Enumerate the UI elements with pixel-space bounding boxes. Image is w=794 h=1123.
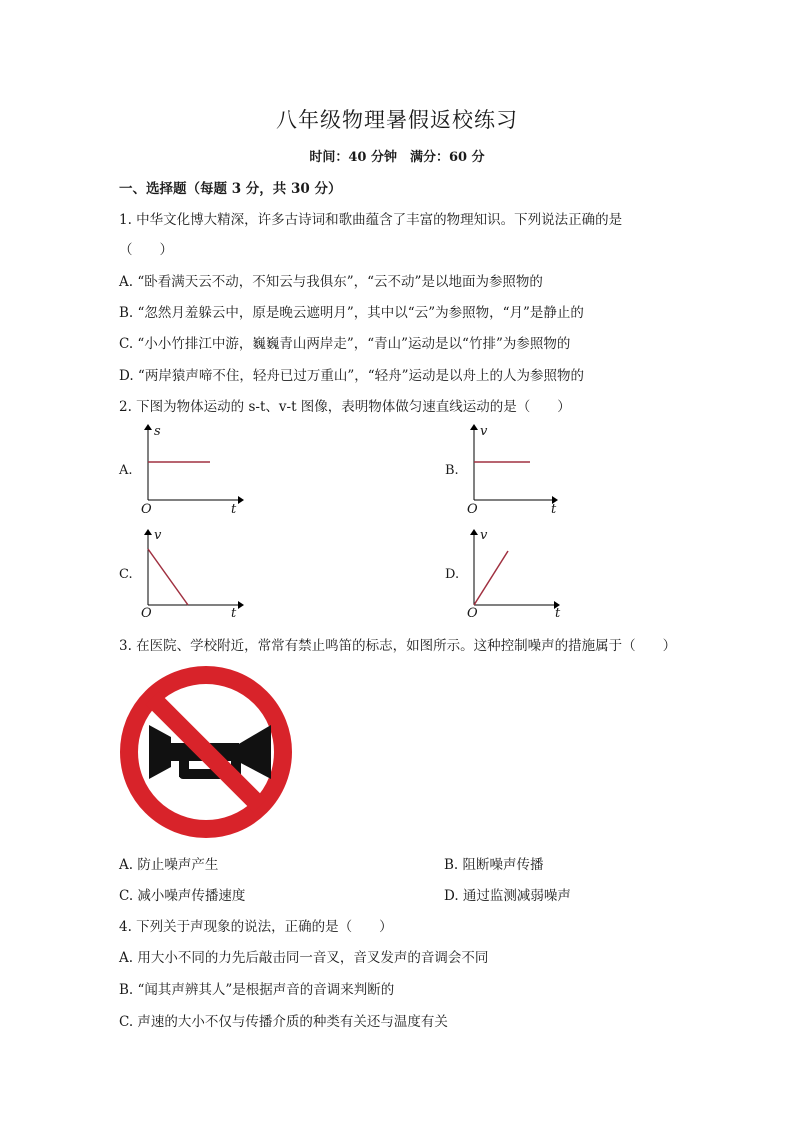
graph-a-origin: O — [141, 502, 152, 517]
graph-b-label: B. — [445, 463, 459, 478]
question-4-stem: 4. 下列关于声现象的说法，正确的是（ ） — [119, 919, 393, 935]
question-1-stem: 1. 中华文化博大精深，许多古诗词和歌曲蕴含了丰富的物理知识。下列说法正确的是 — [119, 212, 623, 228]
graph-b-x-axis: t — [551, 502, 557, 517]
no-horn-sign-icon — [119, 665, 293, 843]
question-3-stem: 3. 在医院、学校附近，常常有禁止鸣笛的标志，如图所示。这种控制噪声的措施属于（ ） — [119, 638, 677, 654]
graph-c-line — [148, 549, 188, 605]
graph-d-y-axis: v — [480, 528, 488, 543]
question-1-option-c: C. “小小竹排江中游，巍巍青山两岸走”，“青山”运动是以“竹排”为参照物的 — [119, 336, 571, 352]
graph-d-label: D. — [445, 567, 460, 582]
question-3-option-b: B. 阻断噪声传播 — [444, 857, 544, 873]
graph-d-line — [474, 551, 508, 605]
graph-c-y-axis: v — [154, 528, 162, 543]
graph-d-x-axis: t — [555, 606, 561, 621]
graph-a-label: A. — [119, 463, 133, 478]
question-4-option-b: B. “闻其声辨其人”是根据声音的音调来判断的 — [119, 982, 395, 998]
graph-c-x-axis: t — [231, 606, 237, 621]
graph-c — [136, 527, 246, 631]
question-4-option-c: C. 声速的大小不仅与传播介质的种类有关还与温度有关 — [119, 1014, 448, 1030]
graph-d-origin: O — [467, 606, 478, 621]
exam-info: 时间：40 分钟 满分：60 分 — [309, 150, 485, 165]
question-1-option-b: B. “忽然月羞躲云中，原是晚云遮明月”，其中以“云”为参照物，“月”是静止的 — [119, 305, 584, 321]
question-1-option-a: A. “卧看满天云不动，不知云与我俱东”，“云不动”是以地面为参照物的 — [119, 274, 543, 290]
question-3-option-a: A. 防止噪声产生 — [119, 857, 219, 873]
question-4-option-a: A. 用大小不同的力先后敲击同一音叉，音叉发声的音调会不同 — [119, 950, 489, 966]
graph-a — [136, 422, 246, 526]
question-1-option-d: D. “两岸猿声啼不住，轻舟已过万重山”，“轻舟”运动是以舟上的人为参照物的 — [119, 368, 585, 384]
question-2-stem: 2. 下图为物体运动的 s-t、v-t 图像，表明物体做匀速直线运动的是（ ） — [119, 399, 571, 415]
graph-b-origin: O — [467, 502, 478, 517]
graph-c-origin: O — [141, 606, 152, 621]
graph-a-x-axis: t — [231, 502, 237, 517]
question-3-option-d: D. 通过监测减弱噪声 — [444, 888, 571, 904]
question-3-option-c: C. 减小噪声传播速度 — [119, 888, 246, 904]
graph-b-y-axis: v — [480, 424, 488, 439]
section-heading: 一、选择题（每题 3 分，共 30 分） — [119, 181, 342, 197]
graph-a-y-axis: s — [154, 424, 161, 439]
graph-c-label: C. — [119, 567, 133, 582]
page-title: 八年级物理暑假返校练习 — [276, 108, 518, 132]
question-1-blank: （ ） — [119, 242, 173, 258]
